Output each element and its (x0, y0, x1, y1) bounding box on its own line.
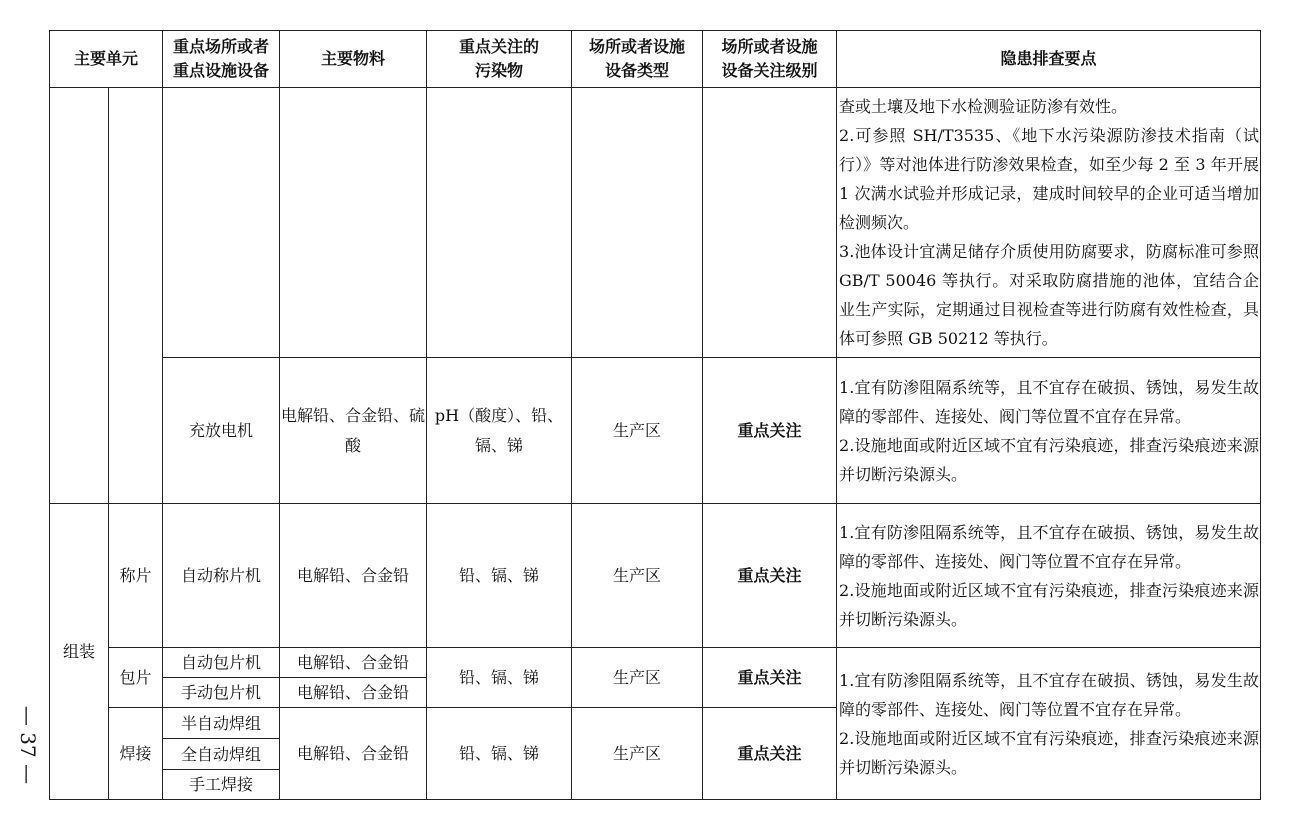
type-cell: 生产区 (572, 504, 703, 648)
material-cell: 电解铅、合金铅 (280, 504, 427, 648)
points-cell (837, 504, 1261, 648)
material-cell: 电解铅、合金铅 (280, 678, 427, 708)
place-cell: 全自动焊组 (163, 739, 280, 770)
header-unit: 主要单元 (50, 31, 163, 88)
page-number: — 37 — (16, 705, 41, 785)
level-cell-empty (703, 88, 837, 358)
header-place (163, 31, 280, 88)
point-item: 查或土壤及地下水检测验证防渗有效性。 (839, 97, 1128, 116)
header-type-line2: 设备类型 (605, 61, 670, 80)
header-material: 主要物料 (280, 31, 427, 88)
header-level-line1: 场所或者设施 (721, 37, 818, 56)
header-type-line1: 场所或者设施 (589, 37, 686, 56)
place-cell: 手动包片机 (163, 678, 280, 708)
header-level (703, 31, 837, 88)
sub-cell-welding: 焊接 (109, 708, 163, 800)
place-cell-empty (163, 88, 280, 358)
pollutant-cell: pH（酸度）、铅、镉、锑 (427, 358, 572, 504)
point-item: 2.可参照 SH/T3535、《地下水污染源防渗技术指南（试行）》等对池体进行防渗效果检查，如至少每 2 至 3 年开展 1 次满水试验并形成记录，建成时间较早的企业可适当增加检测频次。 (839, 126, 1260, 232)
hazard-inspection-table (49, 30, 1261, 800)
points-cell (837, 358, 1261, 504)
point-item: 2.设施地面或附近区域不宜有污染痕迹，排查污染痕迹来源并切断污染源头。 (839, 580, 1260, 629)
point-item: 2.设施地面或附近区域不宜有污染痕迹，排查污染痕迹来源并切断污染源头。 (839, 435, 1260, 484)
type-cell: 生产区 (572, 708, 703, 800)
table-row (50, 88, 1261, 358)
header-row (50, 31, 1261, 88)
header-pollutant (427, 31, 572, 88)
sub-cell-weighing: 称片 (109, 504, 163, 648)
sub-cell-empty (109, 88, 163, 504)
header-place-line1: 重点场所或者 (173, 37, 270, 56)
material-cell-empty (280, 88, 427, 358)
place-cell: 手工焊接 (163, 770, 280, 800)
unit-cell-empty (50, 88, 109, 504)
place-cell: 充放电机 (163, 358, 280, 504)
level-cell: 重点关注 (703, 648, 837, 708)
points-cell (837, 648, 1261, 800)
table-row (50, 504, 1261, 648)
point-item: 2.设施地面或附近区域不宜有污染痕迹，排查污染痕迹来源并切断污染源头。 (839, 728, 1260, 777)
level-cell: 重点关注 (703, 358, 837, 504)
material-cell: 电解铅、合金铅 (280, 648, 427, 678)
point-item: 1.宜有防渗阻隔系统等，且不宜存在破损、锈蚀，易发生故障的零部件、连接处、阀门等位置不宜存在异常。 (839, 522, 1260, 571)
level-cell: 重点关注 (703, 504, 837, 648)
header-pollutant-line1: 重点关注的 (459, 37, 540, 56)
type-cell: 生产区 (572, 358, 703, 504)
table-row (50, 648, 1261, 678)
header-level-line2: 设备关注级别 (721, 61, 818, 80)
header-place-line2: 重点设施设备 (173, 61, 270, 80)
place-cell: 自动称片机 (163, 504, 280, 648)
points-cell (837, 88, 1261, 358)
place-cell: 半自动焊组 (163, 708, 280, 739)
point-item: 1.宜有防渗阻隔系统等，且不宜存在破损、锈蚀，易发生故障的零部件、连接处、阀门等位置不宜存在异常。 (839, 670, 1260, 719)
type-cell: 生产区 (572, 648, 703, 708)
pollutant-cell: 铅、镉、锑 (427, 504, 572, 648)
pollutant-cell: 铅、镉、锑 (427, 708, 572, 800)
point-item: 1.宜有防渗阻隔系统等，且不宜存在破损、锈蚀，易发生故障的零部件、连接处、阀门等位置不宜存在异常。 (839, 377, 1260, 426)
table-row (50, 358, 1261, 504)
header-pollutant-line2: 污染物 (475, 61, 524, 80)
point-item: 3.池体设计宜满足储存介质使用防腐要求，防腐标准可参照 GB/T 50046 等执行。对采取防腐措施的池体，宜结合企业生产实际，定期通过目视检查等进行防腐有效性检查，具体可参照 GB 50212 等执行。 (839, 242, 1260, 348)
sub-cell-wrapping: 包片 (109, 648, 163, 708)
header-type (572, 31, 703, 88)
material-cell: 电解铅、合金铅、硫酸 (280, 358, 427, 504)
header-points: 隐患排查要点 (837, 31, 1261, 88)
place-cell: 自动包片机 (163, 648, 280, 678)
material-cell: 电解铅、合金铅 (280, 708, 427, 800)
unit-cell-assembly: 组装 (50, 504, 109, 800)
pollutant-cell-empty (427, 88, 572, 358)
type-cell-empty (572, 88, 703, 358)
level-cell: 重点关注 (703, 708, 837, 800)
pollutant-cell: 铅、镉、锑 (427, 648, 572, 708)
